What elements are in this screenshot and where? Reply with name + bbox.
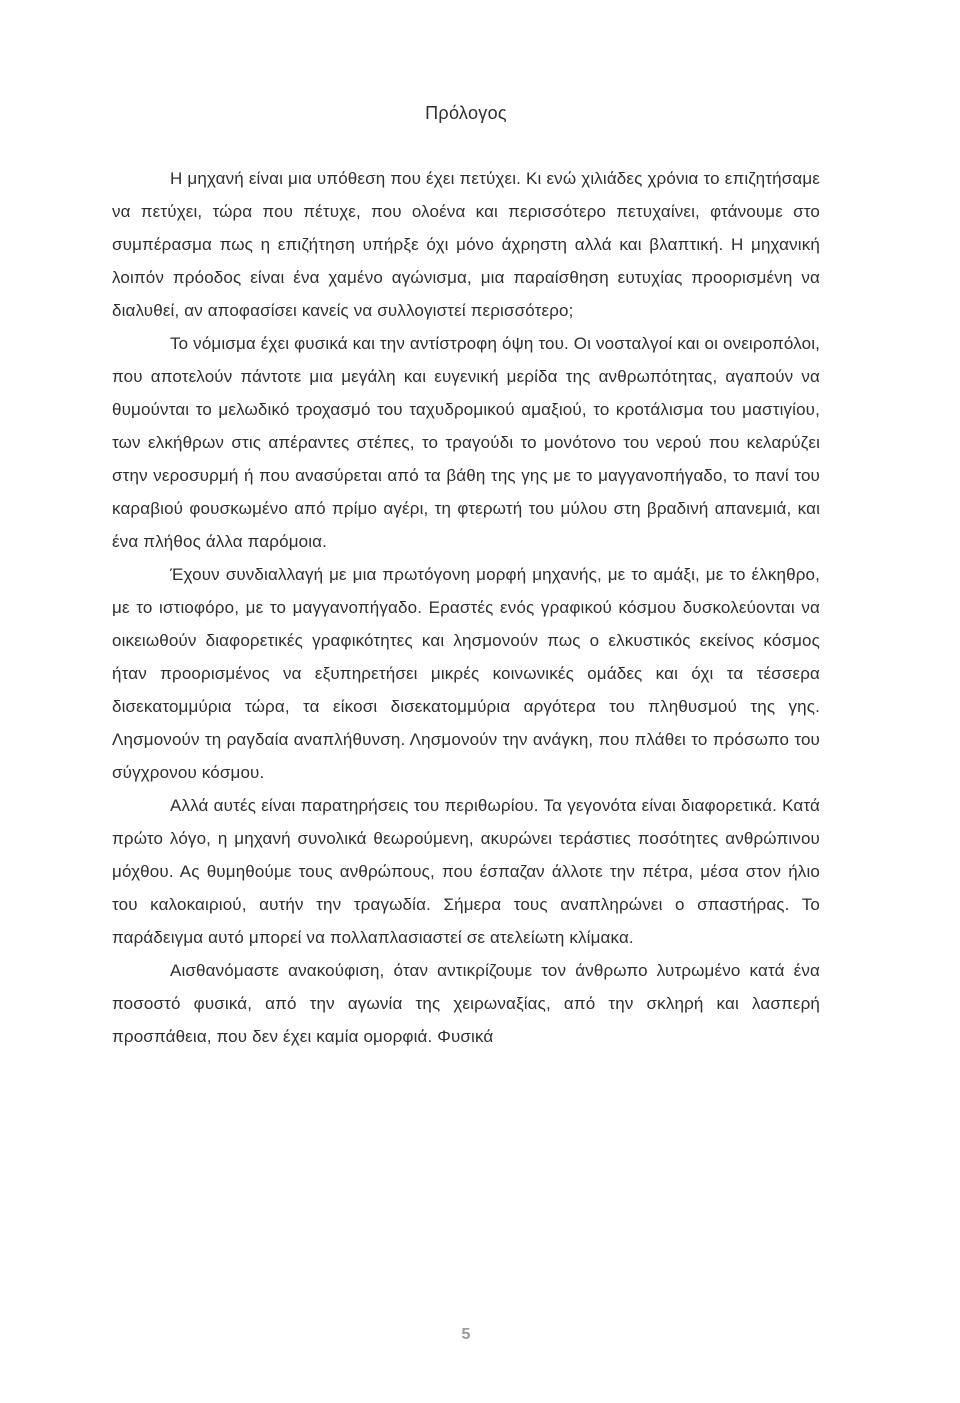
paragraph: Αισθανόμαστε ανακούφιση, όταν αντικρίζουμε τον άνθρωπο λυτρωμένο κατά ένα ποσοστό φυσικά, από την αγωνία της χειρωναξίας, από την σκληρή και λασπερή προσπάθεια, που δεν έχει καμία ομορφιά. Φυσικά: [112, 961, 820, 1046]
page-title: Πρόλογος: [425, 103, 507, 123]
document-body: [112, 162, 820, 1053]
paragraph: Έχουν συνδιαλλαγή με μια πρωτόγονη μορφή μηχανής, με το αμάξι, με το έλκηθρο, με το ιστιοφόρο, με το μαγγανοπήγαδο. Εραστές ενός γραφικού κόσμου δυσκολεύονται να οικειωθούν διαφορετικές γραφικότητες και λησμονούν πως ο ελκυστικός εκείνος κόσμος ήταν προορισμένος να εξυπηρετήσει μικρές κοινωνικές ομάδες και όχι τα τέσσερα δισεκατομμύρια τώρα, τα είκοσι δισεκατομμύρια αργότερα του πληθυσμού της γης. Λησμονούν τη ραγδαία αναπλήθυνση. Λησμονούν την ανάγκη, που πλάθει το πρόσωπο του σύγχρονου κόσμου.: [112, 565, 820, 782]
page-number: 5: [461, 1326, 471, 1343]
paragraph: Η μηχανή είναι μια υπόθεση που έχει πετύχει. Κι ενώ χιλιάδες χρόνια το επιζητήσαμε να πετύχει, τώρα που πέτυχε, που ολοένα και περισσότερο πετυχαίνει, φτάνουμε στο συμπέρασμα πως η επιζήτηση υπήρξε όχι μόνο άχρηστη αλλά και βλαπτική. Η μηχανική λοιπόν πρόοδος είναι ένα χαμένο αγώνισμα, μια παραίσθηση ευτυχίας προορισμένη να διαλυθεί, αν αποφασίσει κανείς να συλλογιστεί περισσότερο;: [112, 169, 820, 320]
paragraph: Το νόμισμα έχει φυσικά και την αντίστροφη όψη του. Οι νοσταλγοί και οι ονειροπόλοι, που αποτελούν πάντοτε μια μεγάλη και ευγενική μερίδα της ανθρωπότητας, αγαπούν να θυμούνται το μελωδικό τροχασμό του ταχυδρομικού αμαξιού, το κροτάλισμα του μαστιγίου, των ελκήθρων στις απέραντες στέπες, το τραγούδι το μονότονο του νερού που κελαρύζει στην νεροσυρμή ή που ανασύρεται από τα βάθη της γης με το μαγγανοπήγαδο, το πανί του καραβιού φουσκωμένο από πρίμο αγέρι, τη φτερωτή του μύλου στη βραδινή απανεμιά, και ένα πλήθος άλλα παρόμοια.: [112, 334, 820, 551]
paragraph: Αλλά αυτές είναι παρατηρήσεις του περιθωρίου. Τα γεγονότα είναι διαφορετικά. Κατά πρώτο λόγο, η μηχανή συνολικά θεωρούμενη, ακυρώνει τεράστιες ποσότητες ανθρώπινου μόχθου. Ας θυμηθούμε τους ανθρώπους, που έσπαζαν άλλοτε την πέτρα, μέσα στον ήλιο του καλοκαιριού, αυτήν την τραγωδία. Σήμερα τους αναπληρώνει ο σπαστήρας. Το παράδειγμα αυτό μπορεί να πολλαπλασιαστεί σε ατελείωτη κλίμακα.: [112, 796, 820, 947]
